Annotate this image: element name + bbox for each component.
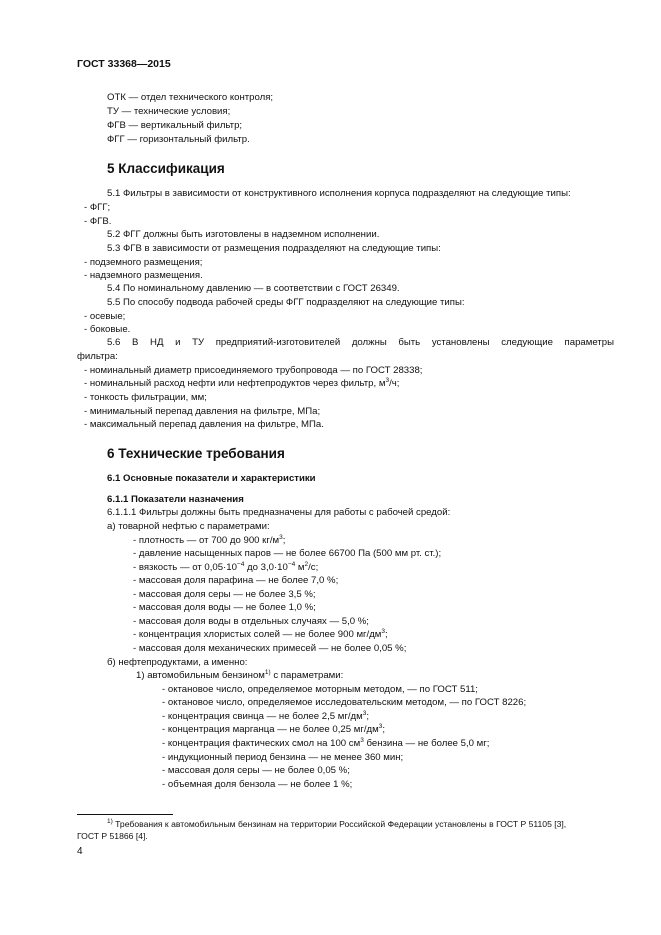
clause-5-2: 5.2 ФГГ должны быть изготовлены в надземном исполнении. [107, 229, 380, 240]
abbrev-otk: ОТК — отдел технического контроля; [107, 92, 274, 103]
section-5-title: 5 Классификация [107, 161, 225, 176]
list-item: - надземного размещения. [84, 270, 203, 281]
list-item: - боковые. [84, 324, 131, 335]
list-item: - вязкость — от $0,05\cdot 10^{-4}$ до $3,0\cdot 10^{-4}$ $м^2/с$; [133, 560, 319, 573]
list-item: - октановое число, определяемое моторным методом, — по ГОСТ 511; [162, 684, 478, 695]
list-item: - массовая доля серы — не более 0,05 %; [162, 765, 350, 776]
list-item: - концентрация хлористых солей — не более 900 $мг/дм^3$; [133, 627, 388, 640]
list-item: - тонкость фильтрации, мм; [84, 392, 207, 403]
list-item: - массовая доля воды в отдельных случаях — 5,0 %; [133, 616, 369, 627]
clause-5-5: 5.5 По способу подвода рабочей среды ФГГ подразделяют на следующие типы: [107, 297, 465, 308]
clause-6-1-1-1: 6.1.1.1 Фильтры должны быть предназначены для работы с рабочей средой: [107, 507, 451, 518]
list-item: - массовая доля парафина — не более 7,0 %; [133, 575, 339, 586]
list-item: - ФГВ. [84, 216, 112, 227]
list-item: - минимальный перепад давления на фильтре, МПа; [84, 406, 321, 417]
list-item: - массовая доля воды — не более 1,0 %; [133, 602, 316, 613]
clause-5-1: 5.1 Фильтры в зависимости от конструктивного исполнения корпуса подразделяют на следующие типы: [107, 188, 571, 199]
clause-5-6: 5.6 В НД и ТУ предприятий-изготовителей должны быть установлены следующие параметры [107, 337, 614, 348]
list-item: - давление насыщенных паров — не более 66700 Па (500 мм рт. ст.); [133, 548, 442, 559]
list-item: - индукционный период бензина — не менее 360 мин; [162, 752, 404, 763]
list-item: - ФГГ; [84, 202, 111, 213]
section-6-title: 6 Технические требования [107, 446, 285, 461]
abbrev-fgg: ФГГ — горизонтальный фильтр. [107, 134, 250, 145]
item-b-label: б) нефтепродуктами, а именно: [107, 657, 248, 668]
item-a-label: а) товарной нефтью с параметрами: [107, 521, 270, 532]
footnote-line-1: $^{1)}$ Требования к автомобильным бензинам на территории Российской Федерации установлены в ГОСТ Р 51105 [3], [107, 818, 567, 829]
clause-5-6-continuation: фильтра: [77, 351, 118, 362]
subsection-6-1-title: 6.1 Основные показатели и характеристики [107, 473, 316, 484]
list-item: - массовая доля механических примесей — не более 0,05 %; [133, 643, 407, 654]
subsection-6-1-1-title: 6.1.1 Показатели назначения [107, 494, 244, 505]
list-item: - концентрация свинца — не более 2,5 $мг/дм^3$; [162, 709, 370, 722]
list-item: - октановое число, определяемое исследовательским методом, — по ГОСТ 8226; [162, 697, 527, 708]
list-item: - номинальный расход нефти или нефтепродуктов через фильтр, $м^3/ч$; [84, 376, 400, 389]
footnote-line-2: ГОСТ Р 51866 [4]. [77, 831, 148, 841]
abbrev-fgv: ФГВ — вертикальный фильтр; [107, 120, 243, 131]
list-item: - плотность — от 700 до 900 $кг/м^3$; [133, 533, 286, 546]
list-item: - максимальный перепад давления на фильтре, МПа. [84, 419, 324, 430]
item-b1-label: 1) автомобильным бензином$^{1)}$ с параметрами: [136, 668, 344, 681]
list-item: - концентрация марганца — не более 0,25 $мг/дм^3$; [162, 722, 385, 735]
clause-5-3: 5.3 ФГВ в зависимости от размещения подразделяют на следующие типы: [107, 243, 441, 254]
list-item: - концентрация фактических смол на 100 $см^3$ бензина — не более 5,0 мг; [162, 736, 490, 749]
list-item: - объемная доля бензола — не более 1 %; [162, 779, 353, 790]
footnote-separator [77, 814, 173, 815]
list-item: - осевые; [84, 311, 126, 322]
clause-5-4: 5.4 По номинальному давлению — в соответствии с ГОСТ 26349. [107, 283, 400, 294]
list-item: - номинальный диаметр присоединяемого трубопровода — по ГОСТ 28338; [84, 365, 423, 376]
abbrev-tu: ТУ — технические условия; [107, 106, 231, 117]
page-number: 4 [77, 846, 83, 857]
list-item: - массовая доля серы — не более 3,5 %; [133, 589, 316, 600]
list-item: - подземного размещения; [84, 257, 203, 268]
document-code: ГОСТ 33368—2015 [77, 58, 171, 70]
